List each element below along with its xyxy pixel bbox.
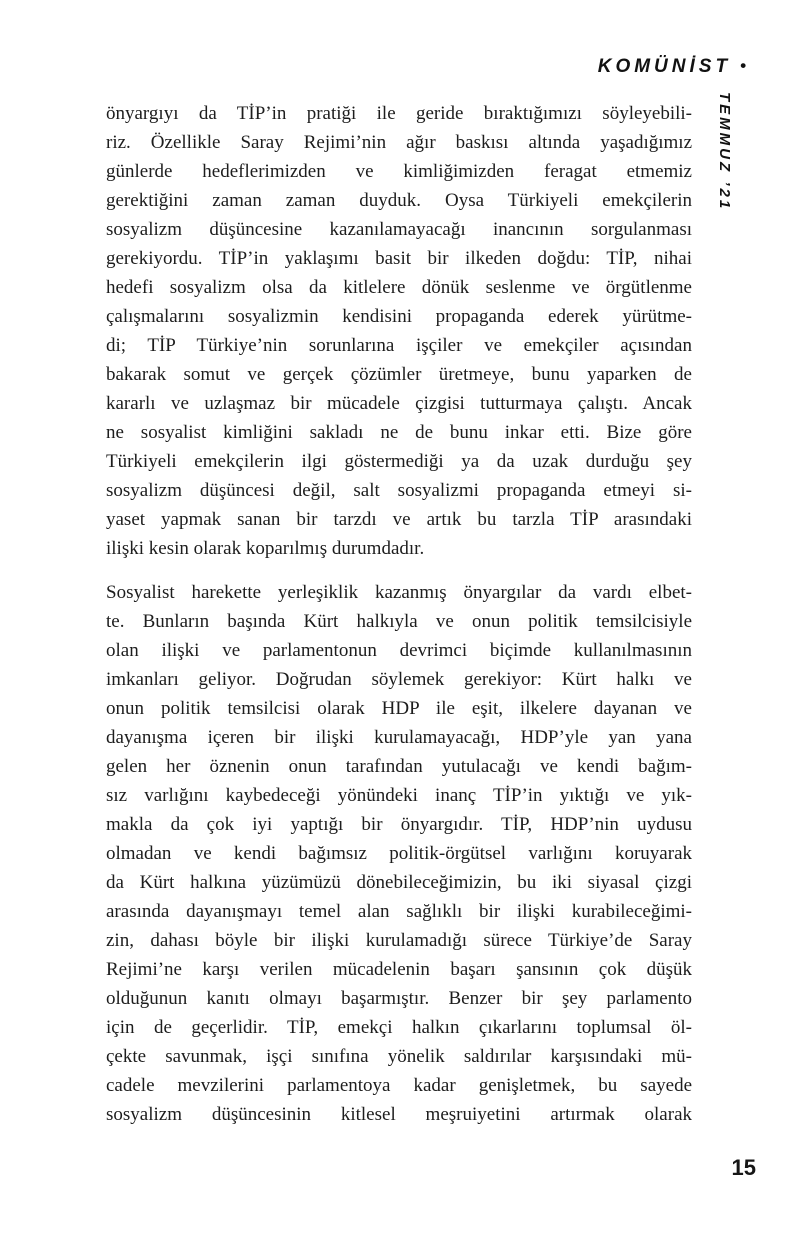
text-line: sosyalizm düşüncesi değil, salt sosyalizmi propaganda etmeyi si- [106,480,692,501]
text-line: sız varlığını kaybedeceği yönündeki inanç TİP’in yıktığı ve yık- [106,785,692,806]
text-line: onun politik temsilcisi olarak HDP ile eşit, ilkelere dayanan ve [106,698,692,719]
text-line: zin, dahası böyle bir ilişki kurulamadığı sürece Türkiye’de Saray [106,930,692,951]
magazine-title-text: KOMÜNİST [597,56,732,77]
paragraph [106,99,692,563]
text-line: makla da çok iyi yaptığı bir önyargıdır. TİP, HDP’nin uydusu [106,814,692,835]
magazine-title [598,56,746,78]
text-line: sosyalizm düşüncesinin kitlesel meşruiyetini artırmak olarak [106,1104,692,1125]
page-number: 15 [731,1155,756,1180]
text-line: önyargıyı da TİP’in pratiği ile geride bıraktığımızı söyleyebili- [106,103,692,124]
text-line: riz. Özellikle Saray Rejimi’nin ağır baskısı altında yaşadığımız [106,132,692,153]
text-line: sosyalizm düşüncesine kazanılamayacağı inancının sorgulanması [106,219,692,240]
issue-date-vertical: TEMMUZ ’21 [716,92,733,212]
body-text [106,99,692,1129]
text-line: gelen her öznenin onun tarafından yutulacağı ve kendi bağım- [106,756,692,777]
text-line: Türkiyeli emekçilerin ilgi göstermediği ya da uzak durduğu şey [106,451,692,472]
text-line: dayanışma içeren bir ilişki kurulamayacağı, HDP’yle yan yana [106,727,692,748]
text-line: olmadan ve kendi bağımsız politik-örgütsel varlığını koruyarak [106,843,692,864]
text-line: çalışmalarını sosyalizmin kendisini propaganda ederek yürütme- [106,306,692,327]
text-line: günlerde hedeflerimizden ve kimliğimizden feragat etmemiz [106,161,692,182]
text-line: imkanları geliyor. Doğrudan söylemek gerekiyor: Kürt halkı ve [106,669,692,690]
text-line: kararlı ve uzlaşmaz bir mücadele çizgisi tutturmaya çalıştı. Ancak [106,393,692,414]
text-line: cadele mevzilerini parlamentoya kadar genişletmek, bu sayede [106,1075,692,1096]
text-line: çekte savunmak, işçi sınıfına yönelik saldırılar karşısındaki mü- [106,1046,692,1067]
text-line: arasında dayanışmayı temel alan sağlıklı bir ilişki kurabileceğimi- [106,901,692,922]
text-line: olduğunun kanıtı olmayı başarmıştır. Benzer bir şey parlamento [106,988,692,1009]
text-line: yaset yapmak sanan bir tarzdı ve artık bu tarzla TİP arasındaki [106,509,692,530]
text-line: gerektiğini zaman zaman duyduk. Oysa Türkiyeli emekçilerin [106,190,692,211]
paragraph [106,578,692,1129]
text-line: hedefi sosyalizm olsa da kitlelere dönük seslenme ve örgütlenme [106,277,692,298]
text-line: da Kürt halkına yüzümüzü dönebileceğimizin, bu iki siyasal çizgi [106,872,692,893]
text-line: ilişki kesin olarak koparılmış durumdadır. [106,538,425,559]
text-line: bakarak somut ve gerçek çözümler üretmeye, bunu yaparken de [106,364,692,385]
bullet-icon: • [740,56,746,75]
text-line: ne sosyalist kimliğini sakladı ne de bunu inkar etti. Bize göre [106,422,692,443]
text-line: olan ilişki ve parlamentonun devrimci biçimde kullanılmasının [106,640,692,661]
text-line: için de geçerlidir. TİP, emekçi halkın çıkarlarını toplumsal öl- [106,1017,692,1038]
text-line: te. Bunların başında Kürt halkıyla ve onun politik temsilcisiyle [106,611,692,632]
text-line: Rejimi’ne karşı verilen mücadelenin başarı şansının çok düşük [106,959,692,980]
text-line: di; TİP Türkiye’nin sorunlarına işçiler ve emekçiler açısından [106,335,692,356]
text-line: gerekiyordu. TİP’in yaklaşımı basit bir ilkeden doğdu: TİP, nihai [106,248,692,269]
text-line: Sosyalist harekette yerleşiklik kazanmış önyargılar da vardı elbet- [106,582,692,603]
